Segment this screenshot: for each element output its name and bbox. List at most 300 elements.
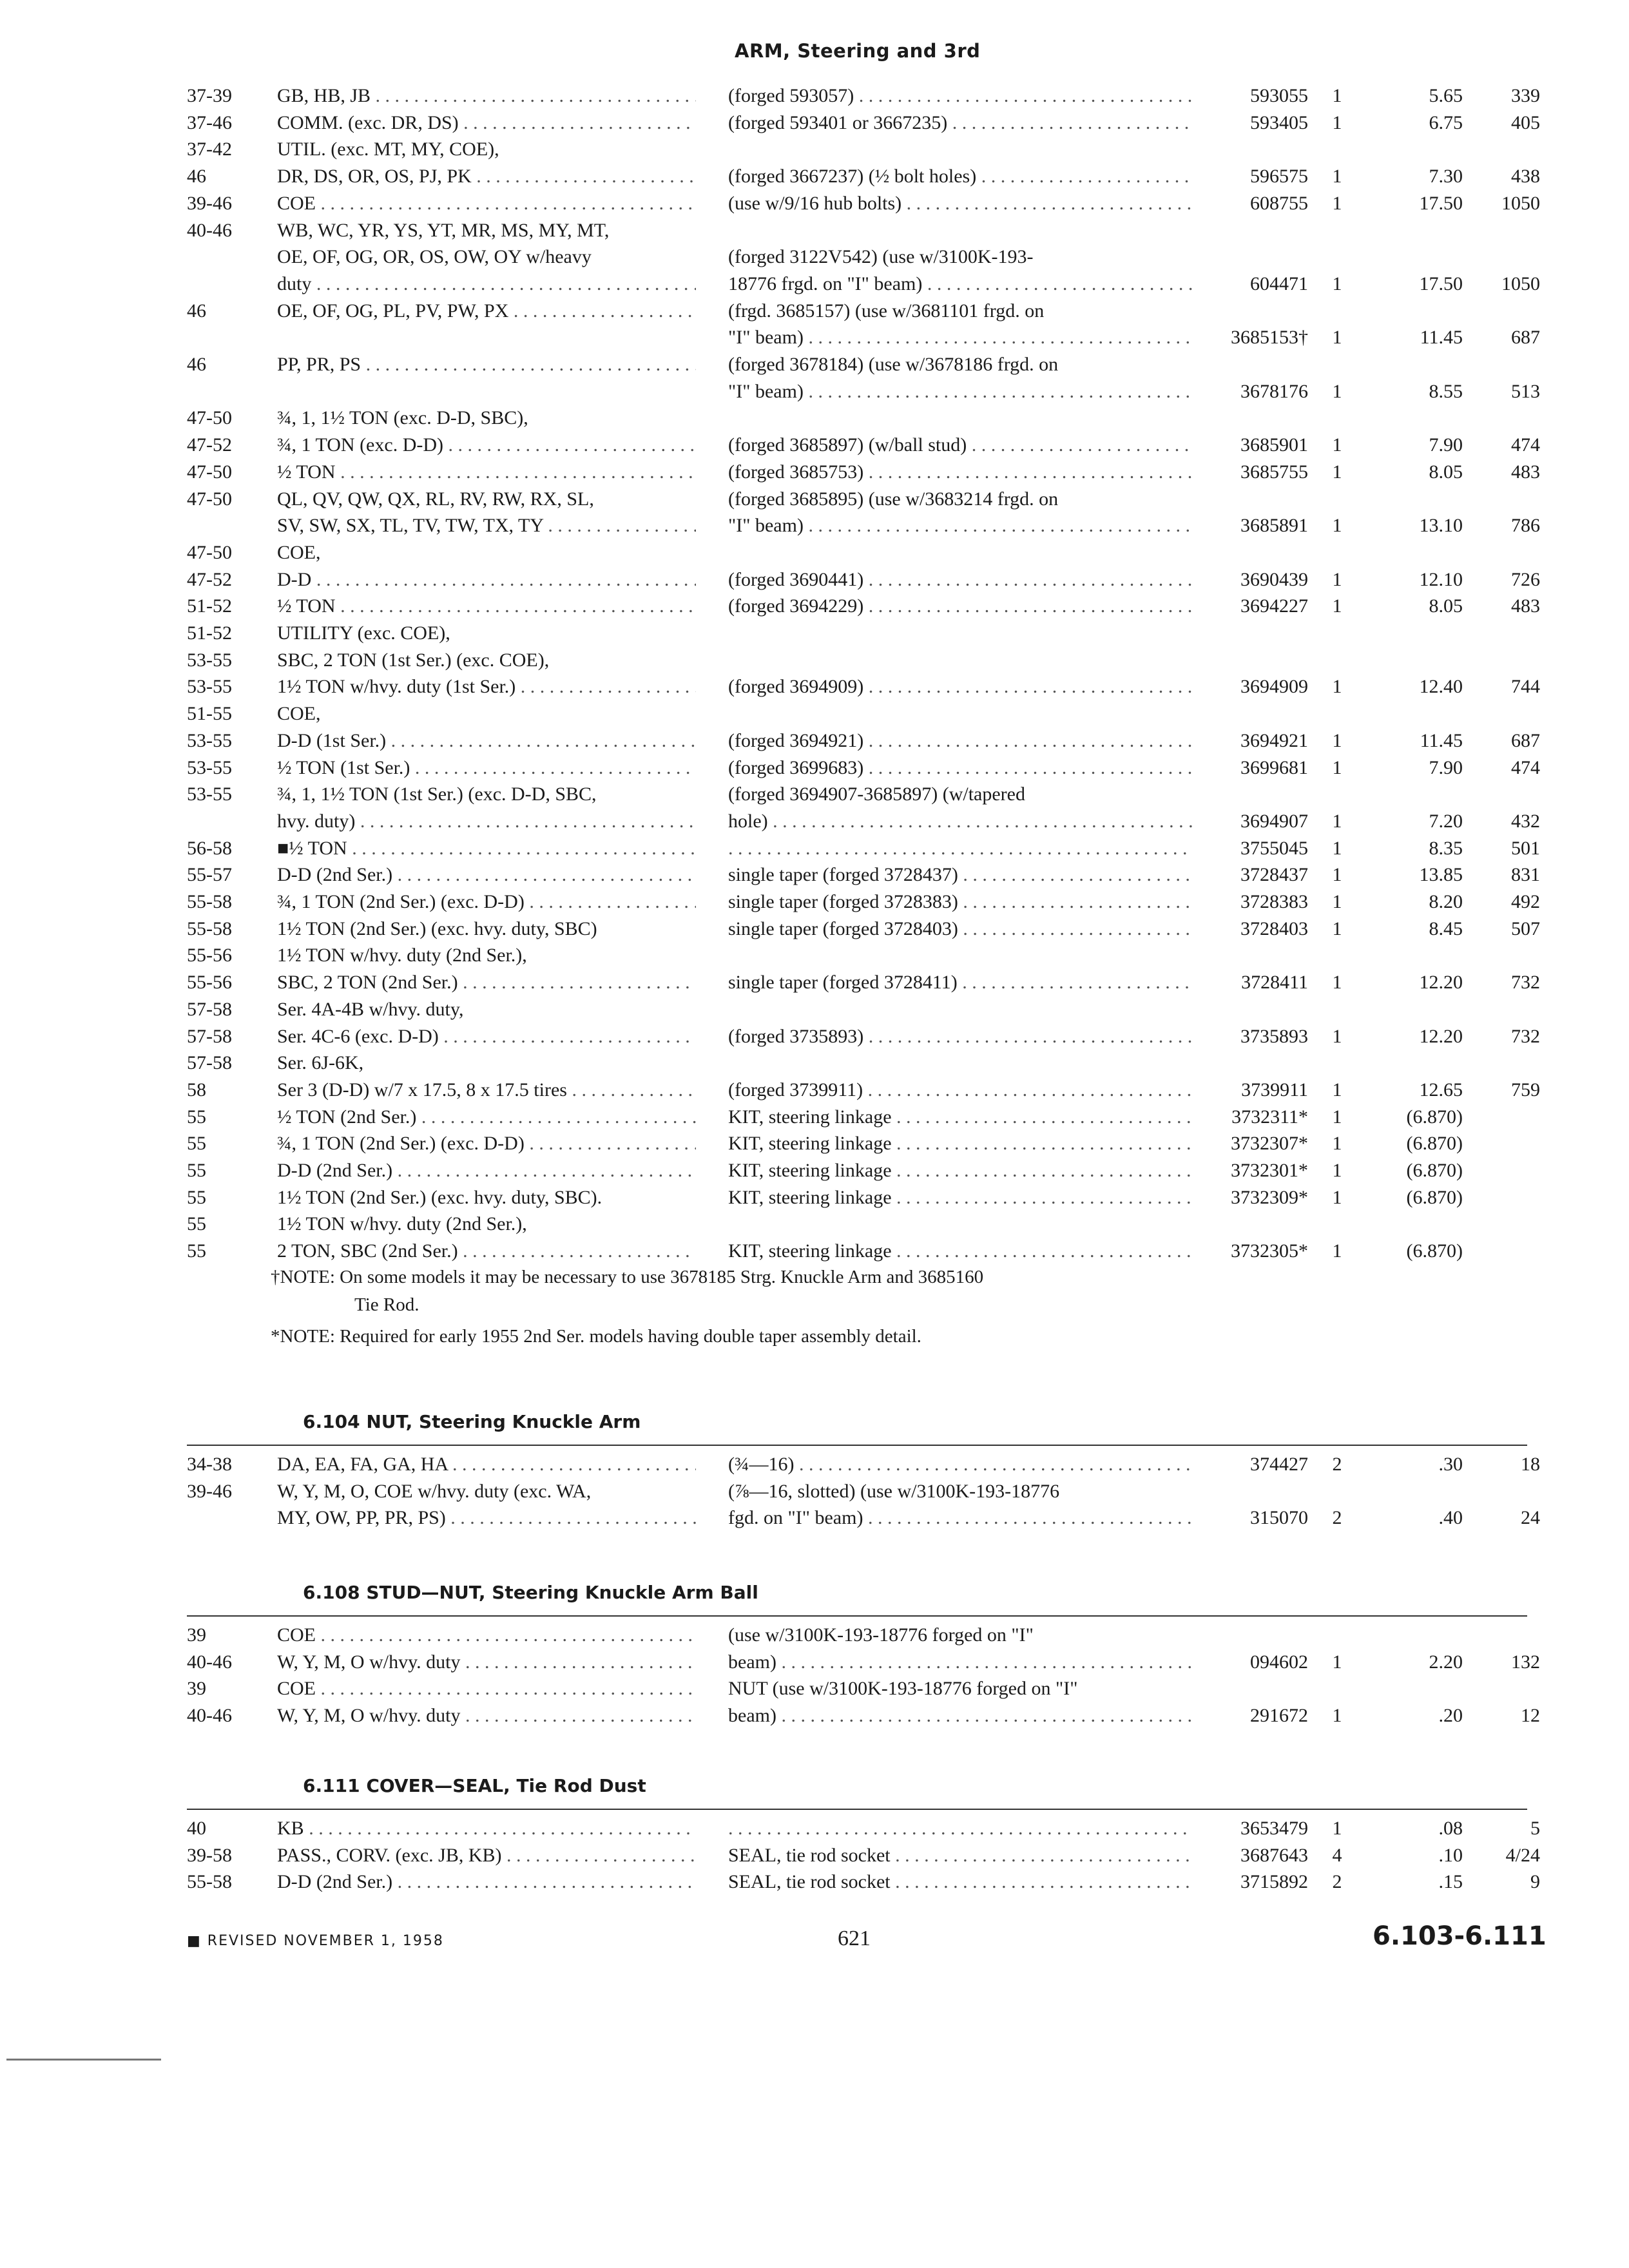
description-cell: (forged 3667237) (½ bolt holes) . . . [728, 163, 1192, 190]
model-cell: OE, OF, OG, OR, OS, OW, OY w/heavy [277, 246, 592, 268]
year-cell: 53-55 [187, 783, 232, 805]
price-cell: 8.35 [1429, 837, 1463, 859]
table-row [0, 1675, 1629, 1702]
weight-cell: 432 [1511, 810, 1540, 832]
price-cell: .15 [1438, 1871, 1463, 1893]
year-cell: 46 [187, 300, 206, 322]
model-cell: COE . . . [277, 1622, 696, 1649]
model-cell: hvy. duty) . . . [277, 808, 696, 835]
year-cell: 55-58 [187, 891, 232, 912]
weight-cell: 1050 [1501, 273, 1540, 294]
weight-cell: 726 [1511, 568, 1540, 590]
quantity-cell: 1 [1332, 918, 1342, 939]
scan-mark [6, 2059, 161, 2061]
quantity-cell: 1 [1332, 891, 1342, 912]
price-cell: .10 [1438, 1844, 1463, 1866]
year-cell: 39 [187, 1678, 206, 1700]
price-cell: .30 [1438, 1454, 1463, 1475]
part-number-cell: 593405 [1250, 111, 1308, 133]
weight-cell: 507 [1511, 918, 1540, 939]
part-number-cell: 3685153† [1231, 327, 1308, 349]
table-row [0, 754, 1629, 782]
model-cell: WB, WC, YR, YS, YT, MR, MS, MY, MT, [277, 219, 610, 241]
table-row [0, 808, 1629, 835]
quantity-cell: 1 [1332, 864, 1342, 886]
part-number-cell: 593055 [1250, 85, 1308, 106]
quantity-cell: 1 [1332, 1133, 1342, 1155]
description-cell: KIT, steering linkage . . . [728, 1104, 1192, 1131]
part-number-cell: 3685901 [1240, 434, 1308, 456]
model-cell: D-D . . . [277, 566, 696, 593]
part-number-cell: 3715892 [1240, 1871, 1308, 1893]
model-cell: ¾, 1, 1½ TON (1st Ser.) (exc. D-D, SBC, [277, 783, 597, 805]
part-number-cell: 3687643 [1240, 1844, 1308, 1866]
weight-cell: 405 [1511, 111, 1540, 133]
quantity-cell: 1 [1332, 515, 1342, 537]
price-cell: (6.870) [1406, 1240, 1463, 1262]
year-cell: 55 [187, 1133, 206, 1155]
year-cell: 53-55 [187, 756, 232, 778]
table-row [0, 190, 1629, 217]
weight-cell: 732 [1511, 972, 1540, 994]
description-cell: single taper (forged 3728437) . . . [728, 861, 1192, 889]
year-cell: 57-58 [187, 998, 232, 1020]
table-row [0, 539, 1629, 566]
year-cell: 47-50 [187, 407, 232, 429]
year-cell: 40 [187, 1818, 206, 1839]
model-cell: 1½ TON w/hvy. duty (2nd Ser.), [277, 945, 527, 966]
table-row [0, 835, 1629, 862]
year-cell: 55 [187, 1213, 206, 1235]
price-cell: 8.55 [1429, 380, 1463, 402]
quantity-cell: 1 [1332, 1160, 1342, 1181]
table-row [0, 351, 1629, 378]
model-cell: D-D (2nd Ser.) . . . [277, 861, 696, 889]
page-title: ARM, Steering and 3rd [735, 40, 981, 62]
model-cell: COMM. (exc. DR, DS) . . . [277, 110, 696, 137]
part-number-cell: 3728411 [1241, 972, 1308, 994]
price-cell: 6.75 [1429, 111, 1463, 133]
quantity-cell: 1 [1332, 595, 1342, 617]
year-cell: 39-58 [187, 1844, 232, 1866]
table-row [0, 916, 1629, 943]
description-cell: (forged 3694229) . . . [728, 593, 1192, 620]
description-cell: (forged 3735893) . . . [728, 1023, 1192, 1050]
table-row [0, 647, 1629, 674]
year-cell: 53-55 [187, 649, 232, 671]
weight-cell: 513 [1511, 380, 1540, 402]
year-cell: 55-58 [187, 918, 232, 939]
weight-cell: 4/24 [1505, 1844, 1540, 1866]
price-cell: 17.50 [1419, 273, 1463, 294]
model-cell: ¾, 1 TON (2nd Ser.) (exc. D-D) . . . [277, 889, 696, 916]
table-row [0, 1211, 1629, 1238]
part-number-cell: 3739911 [1241, 1079, 1308, 1100]
table-row [0, 1649, 1629, 1676]
table-row [0, 512, 1629, 539]
model-cell: ■½ TON . . . [277, 835, 696, 862]
description-cell: (forged 3694907-3685897) (w/tapered [728, 783, 1025, 805]
year-cell: 56-58 [187, 837, 232, 859]
model-cell: ½ TON . . . [277, 593, 696, 620]
description-cell: (forged 3685895) (use w/3683214 frgd. on [728, 488, 1059, 510]
table-row [0, 1451, 1629, 1478]
table-row [0, 1702, 1629, 1729]
year-cell: 40-46 [187, 1651, 232, 1673]
quantity-cell: 1 [1332, 837, 1342, 859]
price-cell: 12.40 [1419, 676, 1463, 698]
weight-cell: 831 [1511, 864, 1540, 886]
description-cell: "I" beam) . . . [728, 378, 1192, 405]
table-row [0, 163, 1629, 190]
description-cell: SEAL, tie rod socket . . . [728, 1842, 1192, 1869]
year-cell: 57-58 [187, 1025, 232, 1047]
description-cell: (forged 3685897) (w/ball stud) . . . [728, 432, 1192, 459]
quantity-cell: 1 [1332, 1025, 1342, 1047]
price-cell: 11.45 [1420, 729, 1463, 751]
description-cell: KIT, steering linkage . . . [728, 1130, 1192, 1157]
year-cell: 55-57 [187, 864, 232, 886]
model-cell: SBC, 2 TON (1st Ser.) (exc. COE), [277, 649, 550, 671]
quantity-cell: 1 [1332, 192, 1342, 214]
description-cell: 18776 frgd. on "I" beam) . . . [728, 271, 1192, 298]
part-number-cell: 3678176 [1240, 380, 1308, 402]
table-row [0, 781, 1629, 808]
year-cell: 53-55 [187, 676, 232, 698]
table-row [0, 217, 1629, 244]
price-cell: 7.90 [1429, 434, 1463, 456]
model-cell: W, Y, M, O w/hvy. duty . . . [277, 1702, 696, 1729]
model-cell: DR, DS, OR, OS, PJ, PK . . . [277, 163, 696, 190]
part-number-cell: 3732309* [1231, 1186, 1308, 1208]
model-cell: OE, OF, OG, PL, PV, PW, PX . . . [277, 298, 696, 325]
table-row [0, 1104, 1629, 1131]
description-cell: KIT, steering linkage . . . [728, 1157, 1192, 1184]
part-number-cell: 3732305* [1231, 1240, 1308, 1262]
table-row [0, 486, 1629, 513]
footnote: Tie Rod. [354, 1294, 419, 1315]
part-number-cell: 3694909 [1240, 676, 1308, 698]
year-cell: 55 [187, 1186, 206, 1208]
quantity-cell: 1 [1332, 327, 1342, 349]
table-row [0, 620, 1629, 647]
quantity-cell: 1 [1332, 85, 1342, 106]
model-cell: W, Y, M, O w/hvy. duty . . . [277, 1649, 696, 1676]
model-cell: Ser 3 (D-D) w/7 x 17.5, 8 x 17.5 tires . . . [277, 1077, 696, 1104]
quantity-cell: 1 [1332, 676, 1342, 698]
model-cell: COE, [277, 703, 321, 725]
quantity-cell: 1 [1332, 1651, 1342, 1673]
description-cell: (forged 3678184) (use w/3678186 frgd. on [728, 354, 1059, 375]
price-cell: 8.20 [1429, 891, 1463, 912]
table-row [0, 324, 1629, 351]
price-cell: 7.30 [1429, 166, 1463, 187]
part-number-cell: 3728383 [1240, 891, 1308, 912]
weight-cell: 438 [1511, 166, 1540, 187]
section-range: 6.103-6.111 [1373, 1921, 1547, 1951]
model-cell: 1½ TON w/hvy. duty (1st Ser.) . . . [277, 673, 696, 700]
model-cell: GB, HB, JB . . . [277, 82, 696, 110]
part-number-cell: 315070 [1250, 1507, 1308, 1529]
revised-note: ■ REVISED NOVEMBER 1, 1958 [187, 1933, 444, 1949]
price-cell: 11.45 [1420, 327, 1463, 349]
description-cell: single taper (forged 3728411) . . . [728, 969, 1192, 996]
quantity-cell: 1 [1332, 810, 1342, 832]
table-row [0, 969, 1629, 996]
quantity-cell: 1 [1332, 1240, 1342, 1262]
year-cell: 47-50 [187, 488, 232, 510]
price-cell: 12.65 [1419, 1079, 1463, 1100]
quantity-cell: 1 [1332, 729, 1342, 751]
model-cell: SBC, 2 TON (2nd Ser.) . . . [277, 969, 696, 996]
description-cell: (forged 3694921) . . . [728, 727, 1192, 754]
year-cell: 40-46 [187, 219, 232, 241]
quantity-cell: 2 [1332, 1454, 1342, 1475]
description-cell: single taper (forged 3728383) . . . [728, 889, 1192, 916]
year-cell: 55 [187, 1160, 206, 1181]
price-cell: 8.05 [1429, 461, 1463, 483]
description-cell: SEAL, tie rod socket . . . [728, 1869, 1192, 1896]
weight-cell: 5 [1530, 1818, 1540, 1839]
description-cell: (¾—16) . . . [728, 1451, 1192, 1478]
quantity-cell: 1 [1332, 434, 1342, 456]
part-number-cell: 3728437 [1240, 864, 1308, 886]
model-cell: 1½ TON (2nd Ser.) (exc. hvy. duty, SBC). [277, 1186, 602, 1208]
quantity-cell: 1 [1332, 1818, 1342, 1839]
weight-cell: 9 [1530, 1871, 1540, 1893]
weight-cell: 687 [1511, 729, 1540, 751]
table-row [0, 1077, 1629, 1104]
part-number-cell: 3755045 [1240, 837, 1308, 859]
price-cell: 5.65 [1429, 85, 1463, 106]
table-row [0, 1023, 1629, 1050]
part-number-cell: 094602 [1250, 1651, 1308, 1673]
table-row [0, 271, 1629, 298]
table-row [0, 82, 1629, 110]
weight-cell: 1050 [1501, 192, 1540, 214]
weight-cell: 732 [1511, 1025, 1540, 1047]
table-row [0, 459, 1629, 486]
description-cell: (forged 593057) . . . [728, 82, 1192, 110]
table-row [0, 727, 1629, 754]
description-cell: (⅞—16, slotted) (use w/3100K-193-18776 [728, 1480, 1060, 1502]
part-number-cell: 608755 [1250, 192, 1308, 214]
part-number-cell: 3694921 [1240, 729, 1308, 751]
model-cell: UTILITY (exc. COE), [277, 622, 450, 644]
quantity-cell: 1 [1332, 1186, 1342, 1208]
quantity-cell: 1 [1332, 568, 1342, 590]
table-row [0, 1869, 1629, 1896]
table-row [0, 1478, 1629, 1505]
model-cell: 1½ TON w/hvy. duty (2nd Ser.), [277, 1213, 527, 1235]
table-row [0, 110, 1629, 137]
year-cell: 34-38 [187, 1454, 232, 1475]
part-number-cell: 3732307* [1231, 1133, 1308, 1155]
table-row [0, 1184, 1629, 1211]
quantity-cell: 1 [1332, 273, 1342, 294]
table-row [0, 700, 1629, 727]
year-cell: 47-52 [187, 434, 232, 456]
quantity-cell: 1 [1332, 756, 1342, 778]
model-cell: COE . . . [277, 1675, 696, 1702]
section-heading: 6.104 NUT, Steering Knuckle Arm [303, 1411, 641, 1432]
price-cell: 2.20 [1429, 1651, 1463, 1673]
quantity-cell: 2 [1332, 1507, 1342, 1529]
quantity-cell: 1 [1332, 461, 1342, 483]
table-row [0, 1157, 1629, 1184]
description-cell: "I" beam) . . . [728, 512, 1192, 539]
quantity-cell: 2 [1332, 1871, 1342, 1893]
description-cell: (forged 593401 or 3667235) . . . [728, 110, 1192, 137]
model-cell: duty . . . [277, 271, 696, 298]
table-row [0, 1815, 1629, 1842]
year-cell: 55-56 [187, 945, 232, 966]
model-cell: D-D (1st Ser.) . . . [277, 727, 696, 754]
price-cell: 7.90 [1429, 756, 1463, 778]
price-cell: (6.870) [1406, 1160, 1463, 1181]
weight-cell: 492 [1511, 891, 1540, 912]
model-cell: SV, SW, SX, TL, TV, TW, TX, TY . . . [277, 512, 696, 539]
table-row [0, 1130, 1629, 1157]
description-cell: (frgd. 3685157) (use w/3681101 frgd. on [728, 300, 1045, 322]
price-cell: (6.870) [1406, 1186, 1463, 1208]
description-cell: KIT, steering linkage . . . [728, 1184, 1192, 1211]
model-cell: ¾, 1 TON (exc. D-D) . . . [277, 432, 696, 459]
model-cell: DA, EA, FA, GA, HA . . . [277, 1451, 696, 1478]
section-divider [187, 1445, 1527, 1446]
page-number: 621 [838, 1927, 871, 1950]
quantity-cell: 1 [1332, 380, 1342, 402]
weight-cell: 687 [1511, 327, 1540, 349]
model-cell: 2 TON, SBC (2nd Ser.) . . . [277, 1238, 696, 1265]
price-cell: .40 [1438, 1507, 1463, 1529]
description-cell: NUT (use w/3100K-193-18776 forged on "I" [728, 1678, 1078, 1700]
weight-cell: 339 [1511, 85, 1540, 106]
year-cell: 55 [187, 1240, 206, 1262]
price-cell: 7.20 [1429, 810, 1463, 832]
part-number-cell: 3728403 [1240, 918, 1308, 939]
description-cell: (use w/3100K-193-18776 forged on "I" [728, 1624, 1034, 1646]
price-cell: 8.45 [1429, 918, 1463, 939]
model-cell: UTIL. (exc. MT, MY, COE), [277, 139, 499, 160]
model-cell: D-D (2nd Ser.) . . . [277, 1869, 696, 1896]
part-number-cell: 3694907 [1240, 810, 1308, 832]
part-number-cell: 3653479 [1240, 1818, 1308, 1839]
description-cell: (forged 3685753) . . . [728, 459, 1192, 486]
part-number-cell: 3735893 [1240, 1025, 1308, 1047]
description-cell: KIT, steering linkage . . . [728, 1238, 1192, 1265]
table-row [0, 996, 1629, 1023]
description-cell [728, 835, 1192, 862]
weight-cell: 744 [1511, 676, 1540, 698]
section-heading: 6.111 COVER—SEAL, Tie Rod Dust [303, 1775, 646, 1796]
table-row [0, 432, 1629, 459]
year-cell: 51-55 [187, 703, 232, 725]
description-cell: beam) . . . [728, 1702, 1192, 1729]
year-cell: 47-50 [187, 541, 232, 563]
weight-cell: 132 [1511, 1651, 1540, 1673]
part-number-cell: 3732311* [1231, 1106, 1308, 1128]
year-cell: 46 [187, 166, 206, 187]
table-row [0, 889, 1629, 916]
description-cell: (forged 3694909) . . . [728, 673, 1192, 700]
part-number-cell: 3690439 [1240, 568, 1308, 590]
description-cell [728, 1815, 1192, 1842]
price-cell: 13.10 [1419, 515, 1463, 537]
model-cell: PP, PR, PS . . . [277, 351, 696, 378]
footnote: *NOTE: Required for early 1955 2nd Ser. models having double taper assembly detail. [271, 1326, 921, 1347]
description-cell: (use w/9/16 hub bolts) . . . [728, 190, 1192, 217]
year-cell: 39 [187, 1624, 206, 1646]
table-row [0, 566, 1629, 593]
table-row [0, 1622, 1629, 1649]
section-heading: 6.108 STUD—NUT, Steering Knuckle Arm Ball [303, 1582, 758, 1603]
model-cell: ½ TON (2nd Ser.) . . . [277, 1104, 696, 1131]
section-divider [187, 1809, 1527, 1810]
model-cell: PASS., CORV. (exc. JB, KB) . . . [277, 1842, 696, 1869]
table-row [0, 593, 1629, 620]
year-cell: 55 [187, 1106, 206, 1128]
table-row [0, 673, 1629, 700]
year-cell: 47-52 [187, 568, 232, 590]
model-cell: MY, OW, PP, PR, PS) . . . [277, 1504, 696, 1532]
description-cell: (forged 3739911) . . . [728, 1077, 1192, 1104]
weight-cell: 474 [1511, 434, 1540, 456]
price-cell: 8.05 [1429, 595, 1463, 617]
weight-cell: 12 [1521, 1705, 1540, 1727]
model-cell: COE, [277, 541, 321, 563]
weight-cell: 501 [1511, 837, 1540, 859]
description-cell: "I" beam) . . . [728, 324, 1192, 351]
year-cell: 39-46 [187, 1480, 232, 1502]
part-number-cell: 604471 [1250, 273, 1308, 294]
model-cell: Ser. 6J-6K, [277, 1052, 364, 1074]
table-row [0, 942, 1629, 969]
part-number-cell: 3699681 [1240, 756, 1308, 778]
price-cell: 17.50 [1419, 192, 1463, 214]
quantity-cell: 1 [1332, 111, 1342, 133]
quantity-cell: 1 [1332, 1079, 1342, 1100]
description-cell: (forged 3122V542) (use w/3100K-193- [728, 246, 1034, 268]
description-cell: (forged 3690441) . . . [728, 566, 1192, 593]
weight-cell: 759 [1511, 1079, 1540, 1100]
model-cell: W, Y, M, O, COE w/hvy. duty (exc. WA, [277, 1480, 592, 1502]
year-cell: 51-52 [187, 595, 232, 617]
model-cell: ¾, 1, 1½ TON (exc. D-D, SBC), [277, 407, 528, 429]
model-cell: Ser. 4C-6 (exc. D-D) . . . [277, 1023, 696, 1050]
table-row [0, 1504, 1629, 1532]
quantity-cell: 4 [1332, 1844, 1342, 1866]
part-number-cell: 3685891 [1240, 515, 1308, 537]
model-cell: 1½ TON (2nd Ser.) (exc. hvy. duty, SBC) [277, 918, 597, 939]
model-cell: COE . . . [277, 190, 696, 217]
table-row [0, 1050, 1629, 1077]
price-cell: (6.870) [1406, 1133, 1463, 1155]
table-row [0, 861, 1629, 889]
description-cell: (forged 3699683) . . . [728, 754, 1192, 782]
quantity-cell: 1 [1332, 1106, 1342, 1128]
year-cell: 47-50 [187, 461, 232, 483]
description-cell: single taper (forged 3728403) . . . [728, 916, 1192, 943]
part-number-cell: 3694227 [1240, 595, 1308, 617]
model-cell: D-D (2nd Ser.) . . . [277, 1157, 696, 1184]
table-row [0, 405, 1629, 432]
table-row [0, 244, 1629, 271]
year-cell: 57-58 [187, 1052, 232, 1074]
year-cell: 55-56 [187, 972, 232, 994]
model-cell: ½ TON (1st Ser.) . . . [277, 754, 696, 782]
price-cell: 12.10 [1419, 568, 1463, 590]
